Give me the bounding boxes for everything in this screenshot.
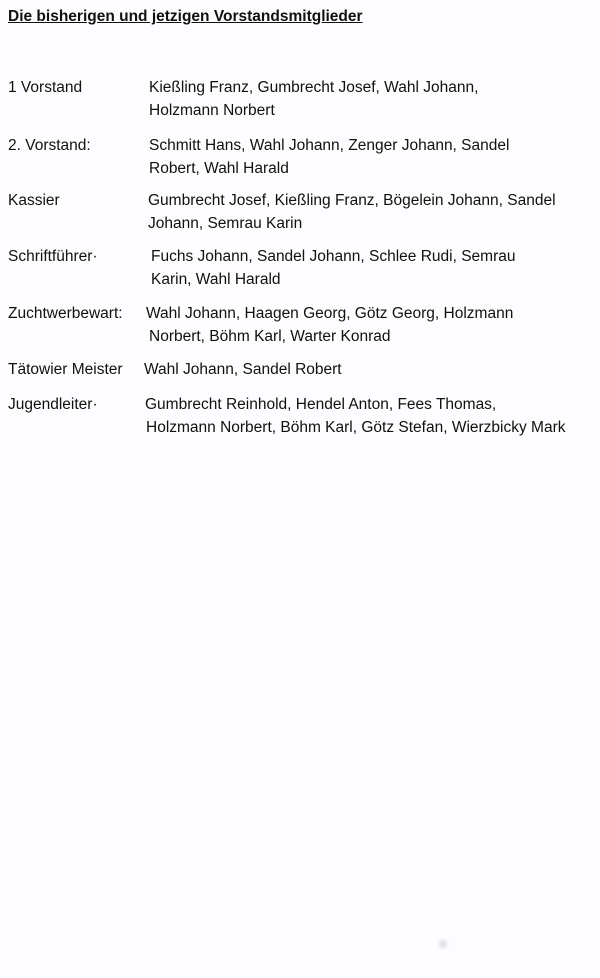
member-names: Fuchs Johann, Sandel Johann, Schlee Rudi, Semrau Karin, Wahl Harald bbox=[151, 248, 516, 288]
role-label: Jugendleiter· bbox=[8, 396, 98, 413]
member-names: Schmitt Hans, Wahl Johann, Zenger Johann, Sandel Robert, Wahl Harald bbox=[149, 137, 510, 177]
paper-speck bbox=[436, 938, 450, 950]
member-names: Wahl Johann, Haagen Georg, Götz Georg, Holzmann Norbert, Böhm Karl, Warter Konrad bbox=[146, 305, 514, 345]
member-names: Kießling Franz, Gumbrecht Josef, Wahl Johann, Holzmann Norbert bbox=[149, 79, 479, 119]
role-label: Zuchtwerbewart: bbox=[8, 305, 123, 322]
show-through-text bbox=[150, 380, 600, 900]
member-names: Gumbrecht Reinhold, Hendel Anton, Fees Thomas, Holzmann Norbert, Böhm Karl, Götz Stefan, Wierzbicky Mark bbox=[145, 396, 566, 436]
member-names: Wahl Johann, Sandel Robert bbox=[144, 361, 342, 378]
role-label: Tätowier Meister bbox=[8, 361, 123, 378]
role-label: 2. Vorstand: bbox=[8, 137, 91, 154]
role-label: Schriftführer· bbox=[8, 248, 98, 265]
page-title: Die bisherigen und jetzigen Vorstandsmitglieder bbox=[8, 8, 363, 25]
member-names: Gumbrecht Josef, Kießling Franz, Bögelein Johann, Sandel Johann, Semrau Karin bbox=[148, 192, 556, 232]
role-label: 1 Vorstand bbox=[8, 79, 83, 96]
role-label: Kassier bbox=[8, 192, 60, 209]
